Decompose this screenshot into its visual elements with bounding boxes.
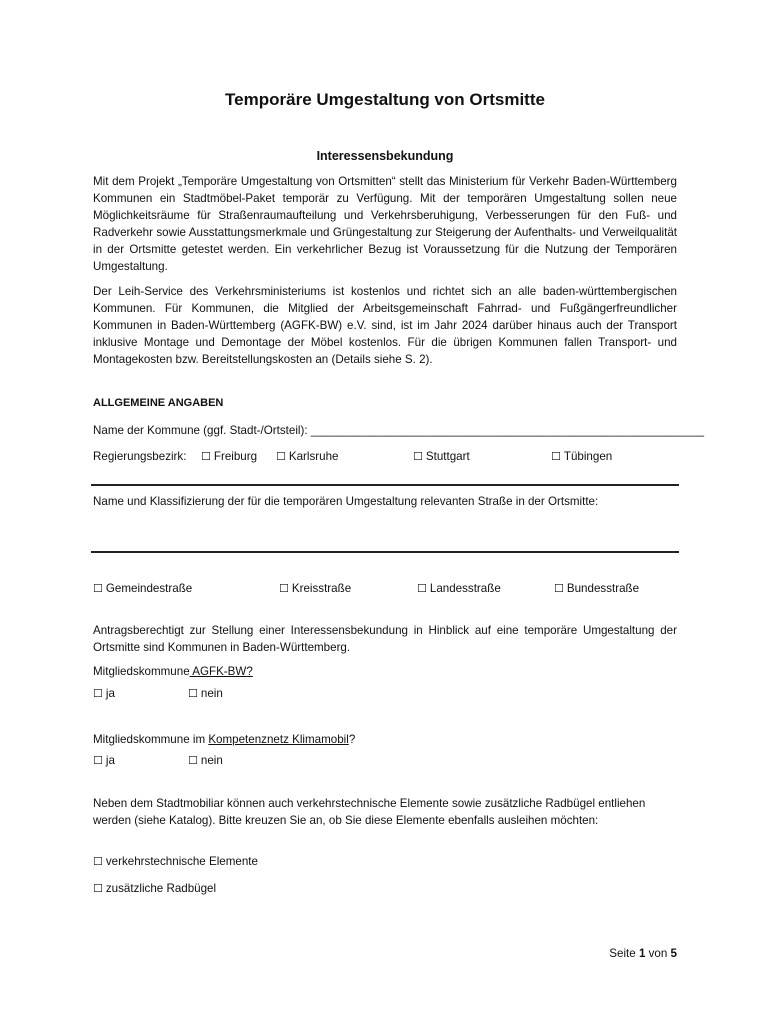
checkbox-tuebingen[interactable]: [551, 448, 612, 465]
agfk-link[interactable]: AGFK-BW: [189, 665, 247, 678]
checkbox-icon[interactable]: ☐: [93, 855, 103, 868]
checkbox-radbuegel[interactable]: [93, 880, 216, 897]
kommune-field[interactable]: [93, 422, 704, 439]
klimamobil-link[interactable]: Kompetenznetz Klimamobil: [208, 733, 349, 746]
checkbox-landesstrasse[interactable]: [417, 580, 501, 597]
checkbox-label: ja: [105, 687, 115, 700]
checkbox-agfk-nein[interactable]: [188, 685, 223, 702]
section-heading: ALLGEMEINE ANGABEN: [93, 397, 224, 409]
checkbox-label: nein: [200, 687, 223, 700]
checkbox-icon[interactable]: ☐: [276, 450, 286, 463]
intro-paragraph: Mit dem Projekt „Temporäre Umgestaltung von Ortsmitten“ stellt das Ministerium für Verkehr Baden-Württemberg Kommunen ein Stadtmöbel-Paket temporär zu Verfügung. Mit der temporären Umgestaltung sollen neue Möglichkeitsräume für Straßenraumaufteilung und Verkehrsberuhigung, Verbesserungen für den Fuß- und Radverkehr sowie Ausstattungsmerkmale und Grüngestaltung zur Steigerung der Aufenthalts- und Verweilqualität in der Ortsmitte getestet werden. Ein verkehrlicher Bezug ist Voraussetzung für die Nutzung der Temporären Umgestaltung.: [93, 175, 677, 273]
divider: [91, 551, 679, 553]
klimamobil-question: [93, 731, 355, 748]
checkbox-klimamobil-ja[interactable]: [93, 752, 115, 769]
checkbox-icon[interactable]: ☐: [279, 582, 289, 595]
checkbox-label: Stuttgart: [425, 450, 470, 463]
footer-current-page: 1: [638, 947, 646, 960]
checkbox-label: Tübingen: [563, 450, 613, 463]
checkbox-karlsruhe[interactable]: [276, 448, 339, 465]
checkbox-icon[interactable]: ☐: [188, 754, 198, 767]
agfk-suffix: ?: [246, 665, 253, 678]
checkbox-bundesstrasse[interactable]: [554, 580, 639, 597]
divider: [91, 484, 679, 486]
checkbox-klimamobil-nein[interactable]: [188, 752, 223, 769]
page-footer: [609, 947, 677, 960]
page-subtitle: Interessensbekundung: [316, 149, 454, 163]
regierungsbezirk-label: Regierungsbezirk:: [93, 450, 187, 463]
service-paragraph: Der Leih-Service des Verkehrsministeriums ist kostenlos und richtet sich an alle baden-württembergischen Kommunen. Für Kommunen, die Mitglied der Arbeitsgemeinschaft Fahrrad- und Fußgängerfreundlicher Kommunen in Baden-Württemberg (AGFK-BW) e.V. sind, ist im Jahr 2024 darüber hinaus auch der Transport inklusive Montage und Demontage der Möbel kostenlos. Für die übrigen Kommunen fallen Transport- und Montagekosten bzw. Bereitstellungskosten an (Details siehe S. 2).: [93, 285, 677, 366]
checkbox-agfk-ja[interactable]: [93, 685, 115, 702]
checkbox-freiburg[interactable]: [201, 448, 257, 465]
kommune-label: Name der Kommune (ggf. Stadt-/Ortsteil):: [93, 424, 311, 437]
checkbox-icon[interactable]: ☐: [417, 582, 427, 595]
agfk-prefix: Mitgliedskommune: [93, 665, 190, 678]
checkbox-label: Landesstraße: [429, 582, 501, 595]
checkbox-label: Kreisstraße: [291, 582, 352, 595]
checkbox-icon[interactable]: ☐: [93, 582, 103, 595]
checkbox-label: Karlsruhe: [288, 450, 339, 463]
checkbox-label: Bundesstraße: [566, 582, 640, 595]
checkbox-label: verkehrstechnische Elemente: [105, 855, 258, 868]
checkbox-kreisstrasse[interactable]: [279, 580, 351, 597]
checkbox-icon[interactable]: ☐: [201, 450, 211, 463]
checkbox-verkehrstechnische-elemente[interactable]: [93, 853, 258, 870]
footer-middle: von: [645, 947, 671, 960]
klimamobil-suffix: ?: [348, 733, 356, 746]
checkbox-label: Freiburg: [213, 450, 258, 463]
antrag-paragraph: Antragsberechtigt zur Stellung einer Interessensbekundung in Hinblick auf eine temporäre Umgestaltung der Ortsmitte sind Kommunen in Baden-Württemberg.: [93, 624, 677, 654]
page-title: Temporäre Umgestaltung von Ortsmitte: [225, 90, 545, 109]
footer-prefix: Seite: [609, 947, 639, 960]
elements-paragraph: Neben dem Stadtmobiliar können auch verkehrstechnische Elemente sowie zusätzliche Radbügel entliehen werden (siehe Katalog). Bitte kreuzen Sie an, ob Sie diese Elemente ebenfalls ausleihen möchten:: [93, 797, 646, 827]
checkbox-label: zusätzliche Radbügel: [105, 882, 217, 895]
agfk-question: [93, 663, 253, 680]
checkbox-icon[interactable]: ☐: [93, 687, 103, 700]
checkbox-stuttgart[interactable]: [413, 448, 470, 465]
checkbox-label: ja: [105, 754, 115, 767]
checkbox-gemeindestrasse[interactable]: [93, 580, 192, 597]
strasse-input-area[interactable]: [93, 512, 677, 550]
checkbox-label: nein: [200, 754, 223, 767]
checkbox-icon[interactable]: ☐: [93, 882, 103, 895]
checkbox-icon[interactable]: ☐: [188, 687, 198, 700]
checkbox-label: Gemeindestraße: [105, 582, 193, 595]
checkbox-icon[interactable]: ☐: [413, 450, 423, 463]
strasse-label: Name und Klassifizierung der für die temporären Umgestaltung relevanten Straße in der Ortsmitte:: [93, 495, 599, 508]
checkbox-icon[interactable]: ☐: [551, 450, 561, 463]
klimamobil-prefix: Mitgliedskommune im: [93, 733, 209, 746]
checkbox-icon[interactable]: ☐: [554, 582, 564, 595]
checkbox-icon[interactable]: ☐: [93, 754, 103, 767]
footer-total-pages: 5: [670, 947, 677, 960]
kommune-blank[interactable]: _____________________________________________________________: [310, 424, 705, 437]
